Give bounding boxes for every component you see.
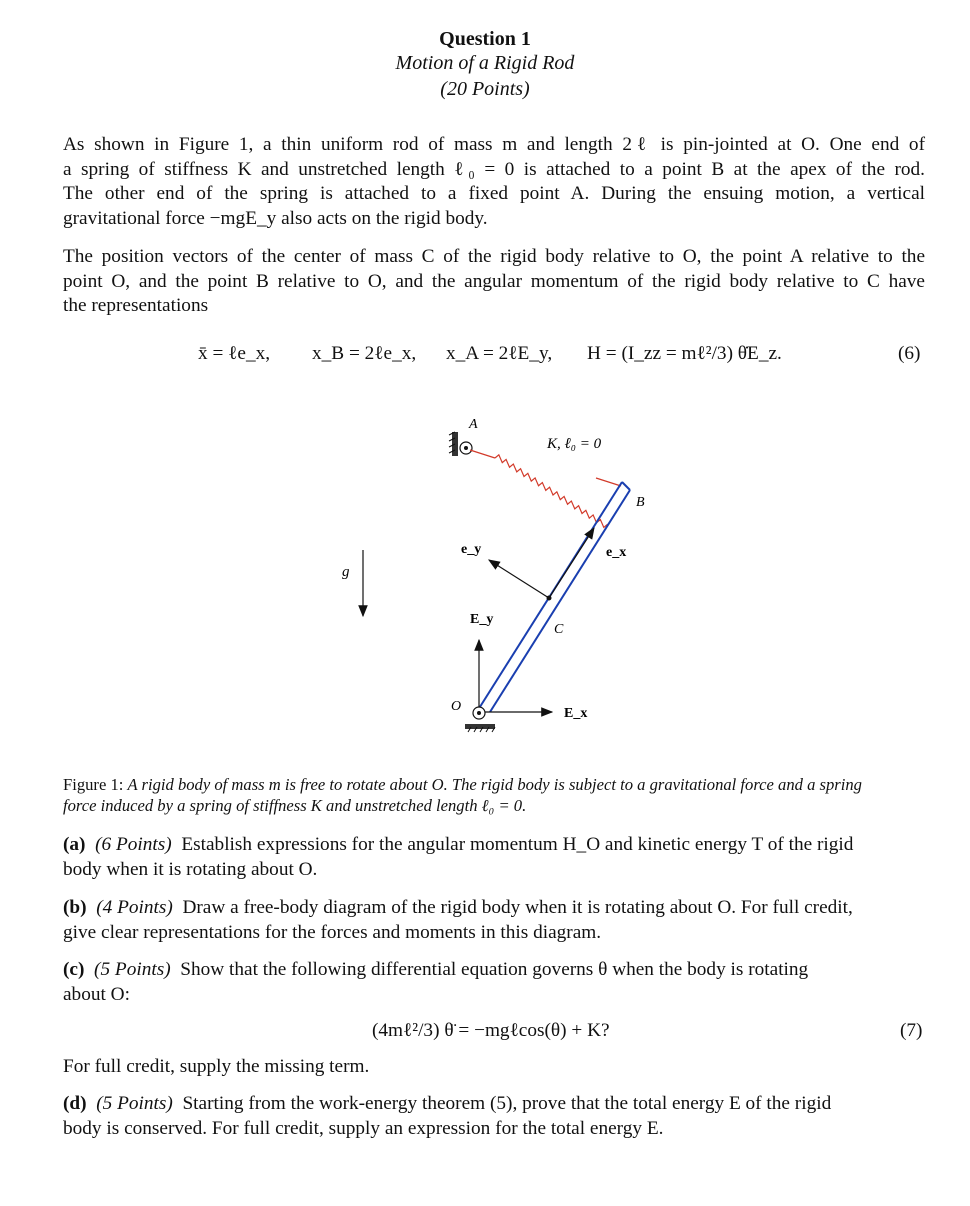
label-g: g (342, 564, 350, 580)
eq-xbar: x̄ = ℓe_x, (198, 343, 271, 364)
figure-caption (63, 774, 925, 816)
part-a-line-1: Establish expressions for the angular momentum H_O and kinetic energy T of the rigid (181, 834, 854, 855)
label-Ex: E_x (564, 706, 588, 721)
part-c-points: (5 Points) (94, 959, 171, 980)
caption-label: Figure 1: (63, 775, 124, 794)
position-line-3: the representations (63, 295, 209, 317)
position-line-1: The position vectors of the center of mass C of the rigid body relative to O, the point A relative to the (63, 246, 925, 267)
intro-line-4: gravitational force −mgE_y also acts on the rigid body. (63, 207, 488, 229)
label-Ey: E_y (470, 612, 494, 627)
part-c (63, 958, 925, 1007)
intro-line-2: a spring of stiffness K and unstretched length ℓ₀ = 0 is attached to a point B at the apex of the rod. (63, 158, 925, 180)
label-spring: K, ℓ₀ = 0 (547, 436, 602, 452)
part-a-points: (6 Points) (95, 834, 172, 855)
eq7: (4mℓ²/3) θ̈ = −mgℓcos(θ) + K? (372, 1020, 610, 1041)
caption-line-1: A rigid body of mass m is free to rotate about O. The rigid body is subject to a gravitational force and a spring (127, 775, 862, 794)
part-d-line-1: Starting from the work-energy theorem (5), prove that the total energy E of the rigid (182, 1093, 832, 1114)
intro-line-1: As shown in Figure 1, a thin uniform rod of mass m and length 2ℓ is pin-jointed at O. One end of (63, 134, 925, 155)
label-ex: e_x (606, 545, 627, 560)
label-A: A (469, 417, 478, 432)
label-B: B (636, 495, 645, 510)
part-b (63, 896, 925, 945)
label-ey: e_y (461, 542, 482, 557)
part-c-line-2: about O: (63, 983, 130, 1005)
caption-line-2: force induced by a spring of stiffness K and unstretched length ℓ₀ = 0. (63, 796, 527, 815)
part-b-points: (4 Points) (96, 897, 173, 918)
label-C: C (554, 622, 564, 637)
position-line-2: point O, and the point B relative to O, and the angular momentum of the rigid body relative to C have (63, 270, 925, 292)
label-O: O (451, 699, 462, 714)
ex-arrow (549, 528, 594, 598)
eq6-number: (6) (898, 343, 921, 364)
eq7-number: (7) (900, 1020, 923, 1041)
part-b-line-1: Draw a free-body diagram of the rigid body when it is rotating about O. For full credit, (182, 897, 853, 918)
part-d-points: (5 Points) (96, 1093, 173, 1114)
intro-line-3: The other end of the spring is attached to a fixed point A. During the ensuing motion, a vertical (63, 183, 925, 205)
intro-paragraph (63, 133, 925, 231)
part-c-label: (c) (63, 959, 85, 980)
part-c-after: For full credit, supply the missing term. (63, 1056, 370, 1077)
part-b-line-2: give clear representations for the forces and moments in this diagram. (63, 921, 602, 943)
part-c-line-1: Show that the following differential equation governs θ when the body is rotating (180, 959, 809, 980)
part-a-line-2: body when it is rotating about O. (63, 858, 318, 880)
ey-arrow (489, 560, 549, 598)
eq-xB: x_B = 2ℓe_x, (312, 343, 417, 364)
part-b-label: (b) (63, 897, 87, 918)
rod (478, 482, 630, 712)
eq-H: H = (I_zz = mℓ²/3) θ̇E_z. (587, 343, 782, 364)
question-title: Question 1 (439, 28, 531, 50)
part-d-label: (d) (63, 1093, 87, 1114)
part-a (63, 833, 925, 882)
figure-rigid-rod (0, 410, 970, 750)
point-C (547, 596, 552, 601)
question-points: (20 Points) (440, 78, 530, 100)
part-d (63, 1092, 925, 1141)
wall-support-A (449, 432, 472, 456)
part-a-label: (a) (63, 834, 86, 855)
question-subtitle: Motion of a Rigid Rod (395, 52, 575, 74)
part-d-line-2: body is conserved. For full credit, supply an expression for the total energy E. (63, 1117, 664, 1139)
position-paragraph (63, 245, 925, 319)
eq-xA: x_A = 2ℓE_y, (446, 343, 553, 364)
